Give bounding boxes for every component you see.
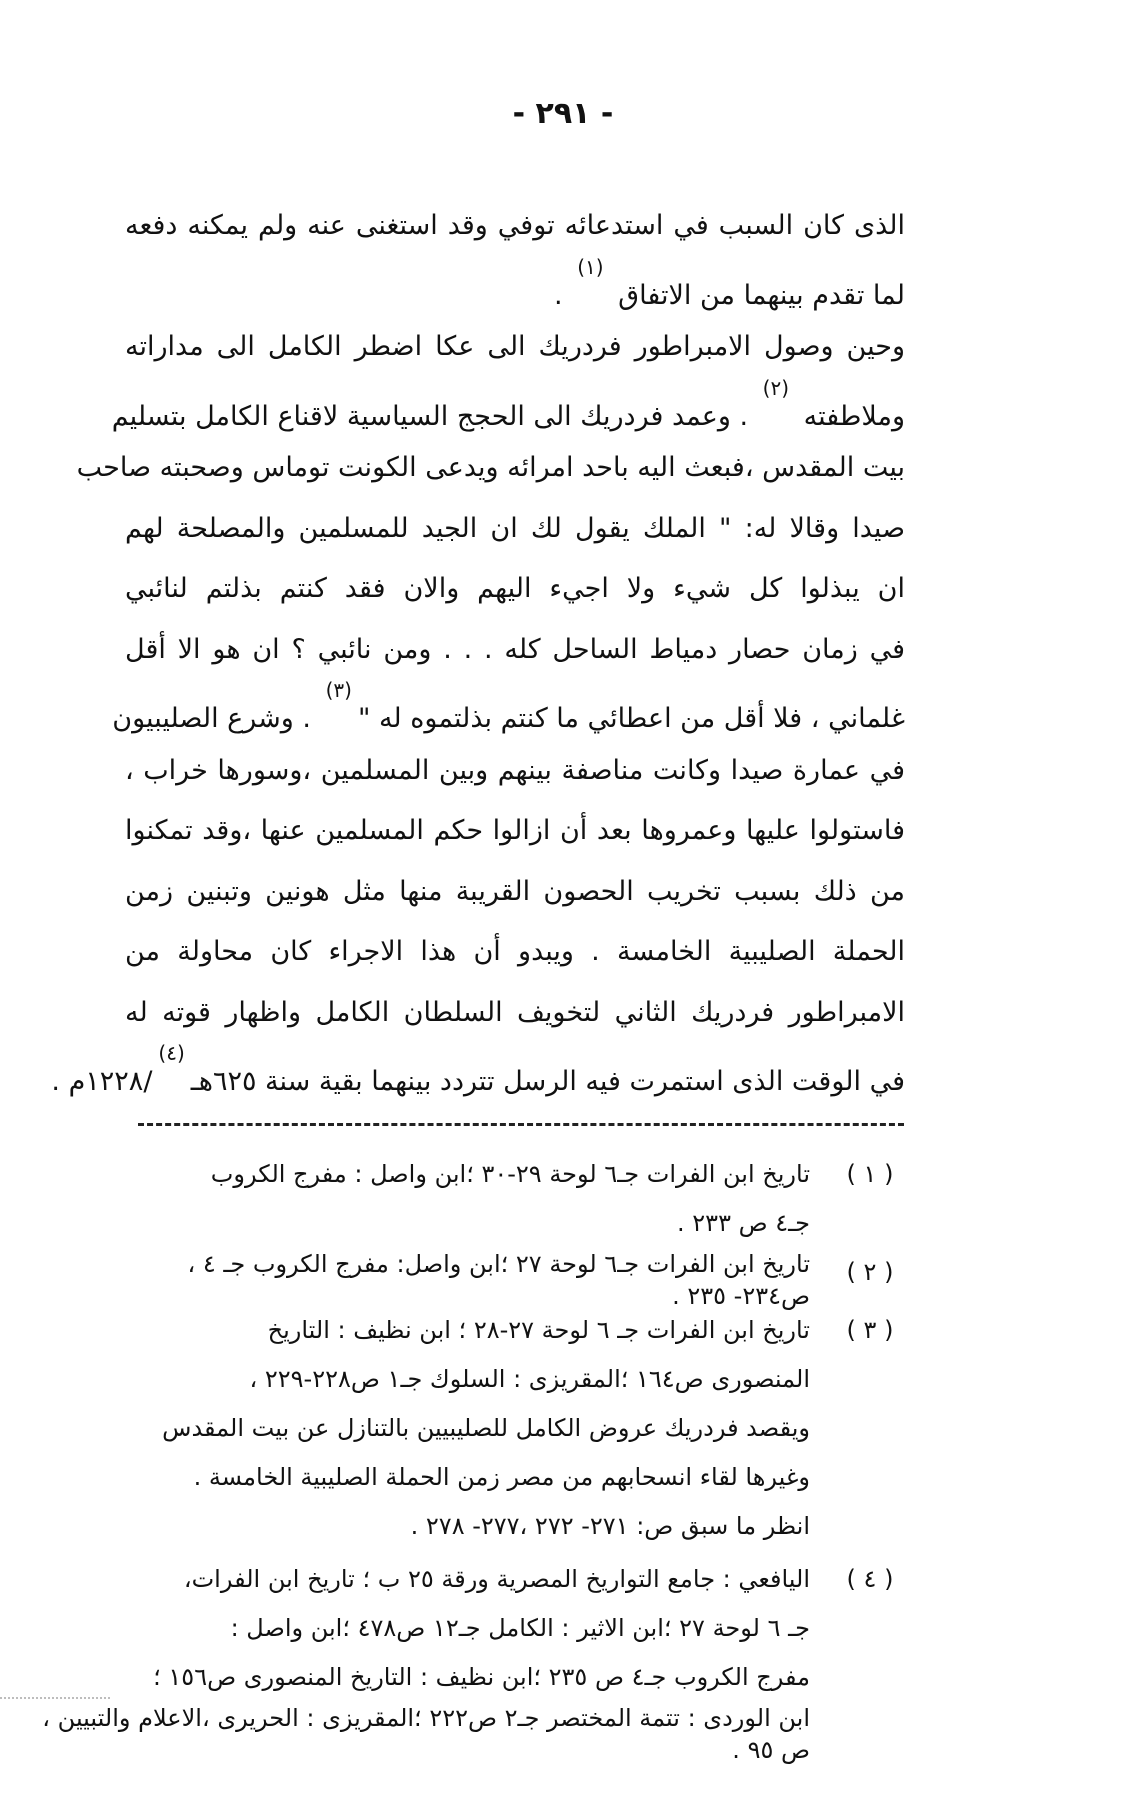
footnotes: [42, 1150, 910, 1766]
footnote-line: اليافعي : جامع التواريخ المصرية ورقة ٢٥ ب ؛ تاريخ ابن الفرات،: [183, 1565, 810, 1593]
page-number: - ٢٩١ -: [512, 96, 614, 131]
body-line: لما تقدم بينهما من الاتفاق (١) .: [554, 254, 905, 311]
body-line: الذى كان السبب في استدعائه توفي وقد استغنى عنه ولم يمكنه دفعه: [125, 210, 905, 241]
body-line: من ذلك بسبب تخريب الحصون القريبة منها مثل هونين وتبنين زمن: [125, 875, 905, 907]
footnote: [110, 1248, 910, 1312]
body-line: الامبراطور فردريك الثاني لتخويف السلطان الكامل واظهار قوته له: [125, 996, 905, 1028]
body-line: بيت المقدس ،فبعث اليه باحد امرائه ويدعى الكونت توماس وصحبته صاحب: [76, 452, 905, 483]
body-line: فاستولوا عليها وعمروها بعد أن ازالوا حكم المسلمين عنها ،وقد تمكنوا: [125, 815, 905, 846]
footnote-line: تاريخ ابن الفرات جـ٦ لوحة ٢٩-٣٠ ؛ابن واصل : مفرج الكروب: [210, 1160, 810, 1188]
body-line: غلماني ، فلا أقل من اعطائي ما كنتم بذلتموه له "(٣) . وشرع الصليبيون: [112, 678, 905, 734]
body-text: [51, 196, 905, 1104]
footnote-line: ويقصد فردريك عروض الكامل للصليبيين بالتنازل عن بيت المقدس: [162, 1414, 810, 1442]
footnote-line: وغيرها لقاء انسحابهم من مصر زمن الحملة الصليبية الخامسة .: [193, 1463, 810, 1491]
footnote-line: انظر ما سبق ص: ٢٧١- ٢٧٢ ،٢٧٧- ٢٧٨ .: [410, 1512, 810, 1540]
footnote-line: ص ٩٥ .: [732, 1736, 810, 1764]
footnote-number: ( ١ ): [846, 1160, 894, 1188]
footnote-reference: (١): [577, 254, 604, 279]
footnote-line: تاريخ ابن الفرات جـ٦ لوحة ٢٧ ؛ابن واصل: مفرج الكروب جـ ٤ ،: [187, 1250, 810, 1278]
footnote-reference: (٢): [762, 375, 790, 400]
footnote-line: جـ٤ ص ٢٣٣ .: [677, 1209, 810, 1237]
body-line: في عمارة صيدا وكانت مناصفة بينهم وبين المسلمين ،وسورها خراب ،: [125, 754, 905, 786]
footnote-reference: (٤): [158, 1041, 185, 1065]
body-line: في الوقت الذى استمرت فيه الرسل تتردد بينهما بقية سنة ٦٢٥هـ(٤)/١٢٢٨م .: [51, 1041, 905, 1097]
footnote-line: تاريخ ابن الفرات جـ ٦ لوحة ٢٧-٢٨ ؛ ابن نظيف : التاريخ: [267, 1316, 810, 1344]
footnote: [110, 1150, 910, 1248]
footnote-number: ( ٣ ): [846, 1316, 894, 1344]
footnote: [110, 1306, 910, 1551]
body-line: الحملة الصليبية الخامسة . ويبدو أن هذا الاجراء كان محاولة من: [125, 936, 905, 967]
footnote-line: المنصورى ص١٦٤ ؛المقريزى : السلوك جـ١ ص٢٢٨-٢٢٩ ،: [249, 1365, 810, 1393]
footnote-number: ( ٤ ): [846, 1565, 894, 1593]
body-line: صيدا وقالا له: " الملك يقول لك ان الجيد للمسلمين والمصلحة لهم: [125, 512, 905, 544]
footnote-reference: (٣): [325, 678, 352, 702]
scan-artifact: [0, 1697, 110, 1699]
footnote-line: جـ ٦ لوحة ٢٧ ؛ابن الاثير : الكامل جـ١٢ ص٤٧٨ ؛ابن واصل :: [230, 1614, 810, 1642]
footnote-separator: [138, 1123, 904, 1126]
body-line: وملاطفته (٢) . وعمد فردريك الى الحجج السياسية لاقناع الكامل بتسليم: [111, 375, 905, 432]
footnote: [42, 1555, 910, 1766]
body-line: وحين وصول الامبراطور فردريك الى عكا اضطر الكامل الى مداراته: [125, 331, 905, 362]
footnote-line: ص٢٣٤- ٢٣٥ .: [672, 1282, 810, 1310]
footnote-line: ابن الوردى : تتمة المختصر جـ٢ ص٢٢٢ ؛المقريزى : الحريرى ،الاعلام والتبيين ،: [42, 1704, 810, 1732]
footnote-line: مفرج الكروب جـ٤ ص ٢٣٥ ؛ابن نظيف : التاريخ المنصورى ص١٥٦ ؛: [153, 1663, 810, 1691]
body-line: ان يبذلوا كل شيء ولا اجيء اليهم والان فقد كنتم بذلتم لنائبي: [125, 573, 905, 604]
body-line: في زمان حصار دمياط الساحل كله . . . ومن نائبي ؟ ان هو الا أقل: [125, 633, 905, 665]
footnote-number: ( ٢ ): [846, 1258, 894, 1286]
